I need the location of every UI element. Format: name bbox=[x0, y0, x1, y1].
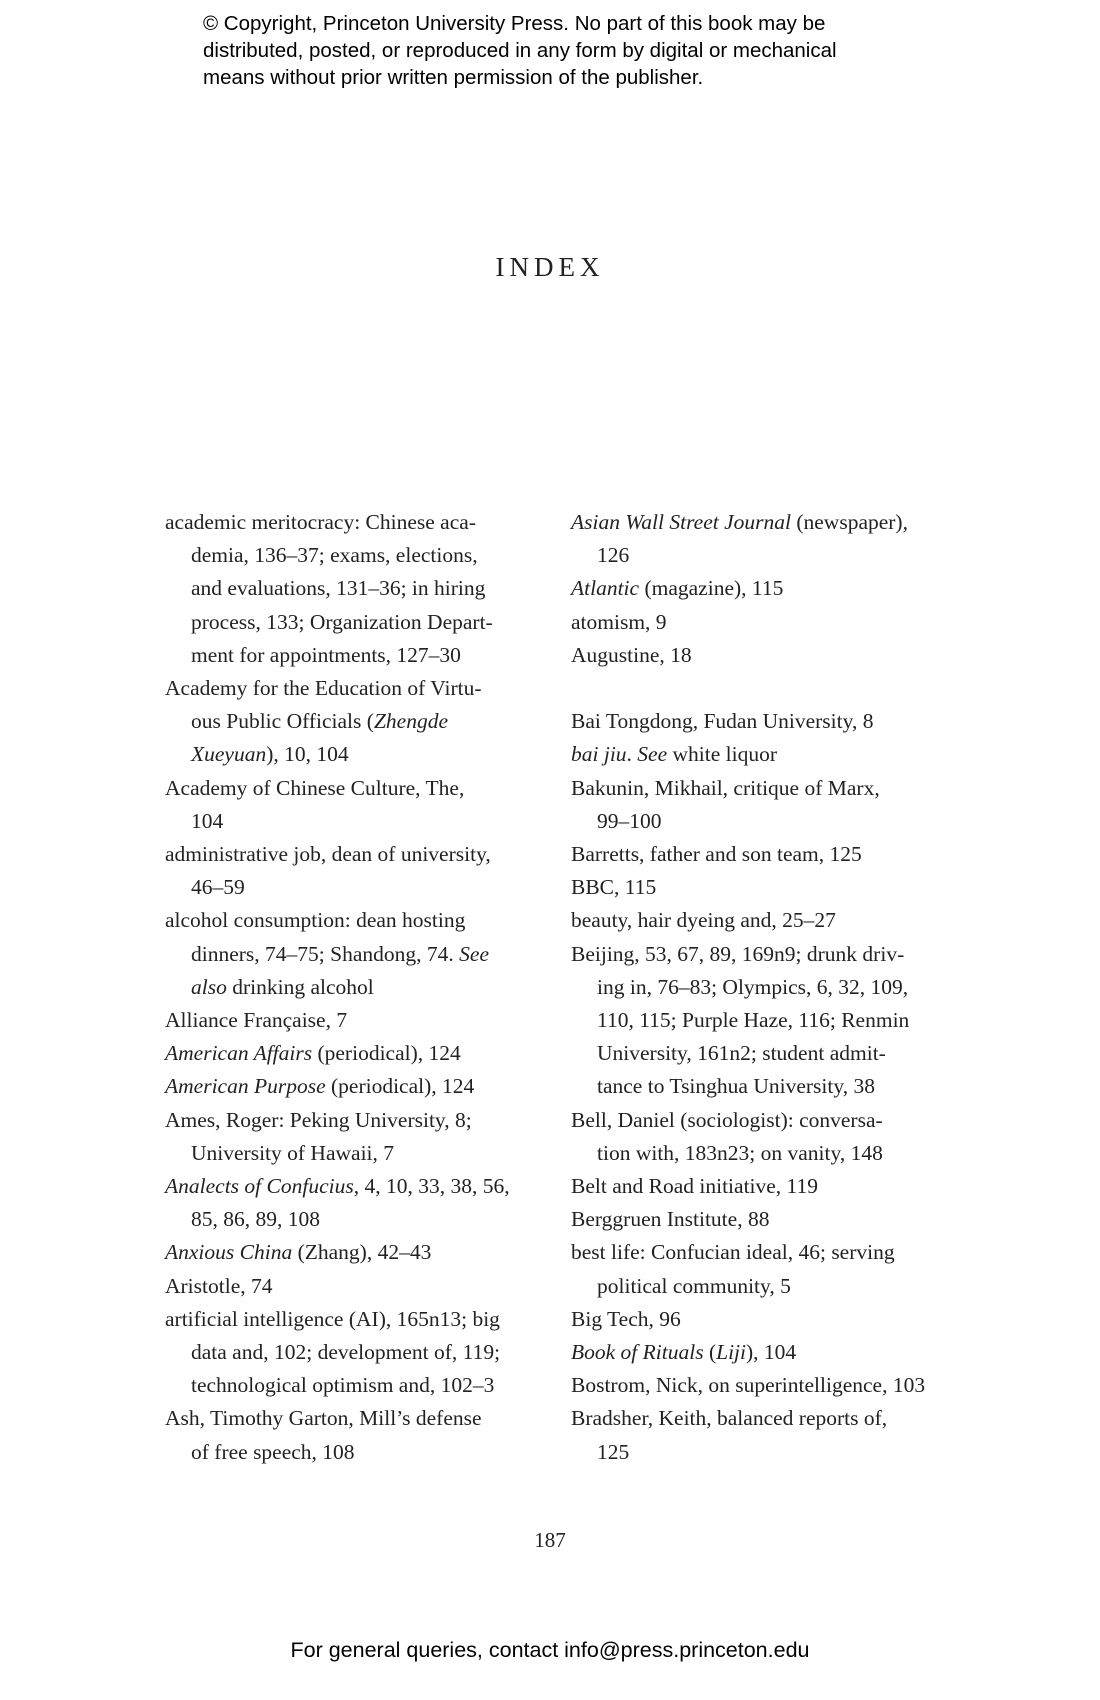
index-entry-line bbox=[571, 1203, 941, 1236]
index-text: demia, 136–37; exams, elections, bbox=[191, 543, 478, 568]
index-text: ment for appointments, 127–30 bbox=[191, 642, 461, 667]
index-entry-line bbox=[571, 738, 941, 771]
index-text: . bbox=[626, 742, 638, 767]
index-entry bbox=[165, 1037, 535, 1070]
index-text: 126 bbox=[597, 543, 630, 568]
index-entry-continuation bbox=[165, 572, 535, 605]
index-entry-continuation bbox=[165, 606, 535, 639]
index-entry-continuation bbox=[571, 1004, 941, 1037]
index-italic-text: Atlantic bbox=[571, 576, 640, 601]
index-italic-text: also bbox=[191, 974, 227, 999]
index-entry-continuation bbox=[165, 539, 535, 572]
index-entry-line bbox=[165, 838, 535, 871]
index-text: best life: Confucian ideal, 46; serving bbox=[571, 1240, 895, 1265]
index-text: Bakunin, Mikhail, critique of Marx, bbox=[571, 775, 880, 800]
index-text: data and, 102; development of, 119; bbox=[191, 1340, 501, 1365]
index-heading: INDEX bbox=[495, 252, 605, 282]
index-entry bbox=[165, 1004, 535, 1037]
index-entry bbox=[571, 1303, 941, 1336]
index-text: 110, 115; Purple Haze, 116; Renmin bbox=[597, 1008, 910, 1033]
index-italic-text: See bbox=[637, 742, 668, 767]
index-entry-line bbox=[571, 1303, 941, 1336]
index-entry-line bbox=[571, 705, 941, 738]
index-text: Barretts, father and son team, 125 bbox=[571, 842, 862, 867]
index-text: ing in, 76–83; Olympics, 6, 32, 109, bbox=[597, 974, 909, 999]
index-entry bbox=[571, 738, 941, 771]
index-italic-text: Xueyuan bbox=[191, 742, 267, 767]
index-entry-line bbox=[571, 938, 941, 971]
index-entry-continuation bbox=[165, 971, 535, 1004]
index-text: (periodical), 124 bbox=[312, 1041, 461, 1066]
index-entry bbox=[571, 1236, 941, 1302]
index-entry-continuation bbox=[571, 1137, 941, 1170]
index-entry-line bbox=[165, 1104, 535, 1137]
index-entry-line bbox=[571, 606, 941, 639]
index-entry bbox=[165, 506, 535, 672]
index-text: ), 10, 104 bbox=[266, 742, 349, 767]
index-text: of free speech, 108 bbox=[191, 1439, 355, 1464]
index-entry-line bbox=[571, 1369, 941, 1402]
index-entry-line bbox=[165, 1037, 535, 1070]
index-entry-line bbox=[571, 1402, 941, 1435]
index-section-break bbox=[571, 672, 941, 705]
index-entry bbox=[571, 1336, 941, 1369]
index-entry-continuation bbox=[165, 705, 535, 738]
index-entry-line bbox=[165, 1070, 535, 1103]
index-entry bbox=[165, 838, 535, 904]
index-entry-line bbox=[165, 1236, 535, 1269]
index-italic-text: Zhengde bbox=[373, 709, 448, 734]
index-entry bbox=[571, 572, 941, 605]
index-entry-line bbox=[165, 672, 535, 705]
index-entry bbox=[165, 1303, 535, 1403]
index-text: 99–100 bbox=[597, 808, 662, 833]
index-text: Bostrom, Nick, on superintelligence, 103 bbox=[571, 1373, 926, 1398]
index-text: (periodical), 124 bbox=[325, 1074, 475, 1099]
index-entry-line bbox=[165, 1402, 535, 1435]
index-text: tance to Tsinghua University, 38 bbox=[597, 1074, 875, 1099]
index-entry-line bbox=[571, 1236, 941, 1269]
index-text: drinking alcohol bbox=[226, 974, 374, 999]
index-italic-text: Liji bbox=[716, 1340, 747, 1365]
index-entry-continuation bbox=[571, 805, 941, 838]
index-entry-line bbox=[165, 904, 535, 937]
index-entry-line bbox=[571, 506, 941, 539]
index-entry-line bbox=[571, 904, 941, 937]
index-entry-continuation bbox=[165, 938, 535, 971]
index-text: administrative job, dean of university, bbox=[165, 842, 491, 867]
index-text: white liquor bbox=[667, 742, 778, 767]
index-entry-continuation bbox=[571, 971, 941, 1004]
index-entry-line bbox=[571, 772, 941, 805]
index-entry-continuation bbox=[571, 1070, 941, 1103]
index-italic-text: See bbox=[459, 941, 489, 966]
index-text: ( bbox=[703, 1340, 717, 1365]
index-entry-line bbox=[571, 639, 941, 672]
index-text: University of Hawaii, 7 bbox=[191, 1140, 395, 1165]
index-text: 85, 86, 89, 108 bbox=[191, 1207, 320, 1232]
copyright-line: means without prior written permission of the publisher. bbox=[203, 66, 704, 89]
index-text: Bell, Daniel (sociologist): conversa- bbox=[571, 1107, 883, 1132]
index-entry bbox=[165, 904, 535, 1004]
index-text: Berggruen Institute, 88 bbox=[571, 1207, 770, 1232]
index-entry bbox=[165, 1070, 535, 1103]
index-entry-continuation bbox=[165, 639, 535, 672]
index-entry-line bbox=[165, 772, 535, 805]
index-entry bbox=[165, 1236, 535, 1269]
page-number: 187 bbox=[534, 1528, 566, 1552]
index-entry-continuation bbox=[165, 1203, 535, 1236]
index-text: Aristotle, 74 bbox=[165, 1273, 273, 1298]
index-entry-line bbox=[165, 1303, 535, 1336]
index-text: Bradsher, Keith, balanced reports of, bbox=[571, 1406, 888, 1431]
index-entry-continuation bbox=[165, 738, 535, 771]
index-entry bbox=[165, 772, 535, 838]
index-entry-line bbox=[165, 506, 535, 539]
index-entry-continuation bbox=[165, 871, 535, 904]
index-text: process, 133; Organization Depart- bbox=[191, 609, 493, 634]
index-entry-continuation bbox=[571, 1436, 941, 1469]
index-entry bbox=[571, 639, 941, 672]
index-text: Big Tech, 96 bbox=[571, 1306, 681, 1331]
index-entry bbox=[165, 1270, 535, 1303]
index-text: Augustine, 18 bbox=[571, 642, 692, 667]
index-entry-continuation bbox=[165, 1137, 535, 1170]
footer-contact: For general queries, contact info@press.princeton.edu bbox=[290, 1638, 810, 1662]
index-entry-continuation bbox=[165, 1369, 535, 1402]
index-text: Beijing, 53, 67, 89, 169n9; drunk driv- bbox=[571, 941, 905, 966]
index-italic-text: American Affairs bbox=[165, 1041, 313, 1066]
index-italic-text: Analects of Confucius bbox=[165, 1174, 354, 1199]
index-entry bbox=[571, 1104, 941, 1170]
index-text: University, 161n2; student admit- bbox=[597, 1041, 886, 1066]
index-text: (Zhang), 42–43 bbox=[292, 1240, 432, 1265]
index-entry bbox=[571, 772, 941, 838]
index-text: (magazine), 115 bbox=[639, 576, 784, 601]
index-text: academic meritocracy: Chinese aca- bbox=[165, 510, 476, 534]
index-text: atomism, 9 bbox=[571, 609, 667, 634]
index-entry-continuation bbox=[165, 805, 535, 838]
index-text: Bai Tongdong, Fudan University, 8 bbox=[571, 709, 874, 734]
copyright-line: distributed, posted, or reproduced in any form by digital or mechanical bbox=[203, 39, 837, 62]
index-entry bbox=[165, 1402, 535, 1468]
index-text: 125 bbox=[597, 1439, 630, 1464]
index-entry bbox=[571, 705, 941, 738]
copyright-line: © Copyright, Princeton University Press. No part of this book may be bbox=[203, 12, 826, 35]
index-entry bbox=[571, 1170, 941, 1203]
index-entry-line bbox=[165, 1170, 535, 1203]
index-text: tion with, 183n23; on vanity, 148 bbox=[597, 1140, 883, 1165]
index-text: beauty, hair dyeing and, 25–27 bbox=[571, 908, 836, 933]
index-text: BBC, 115 bbox=[571, 875, 657, 900]
index-text: Academy for the Education of Virtu- bbox=[165, 676, 482, 701]
index-entry-line bbox=[165, 1270, 535, 1303]
index-text: dinners, 74–75; Shandong, 74. bbox=[191, 941, 460, 966]
index-entry-line bbox=[571, 871, 941, 904]
index-entry-line bbox=[571, 1336, 941, 1369]
index-italic-text: Asian Wall Street Journal bbox=[571, 510, 791, 534]
index-entry bbox=[571, 838, 941, 871]
index-text: Belt and Road initiative, 119 bbox=[571, 1174, 819, 1199]
index-entry bbox=[165, 672, 535, 772]
index-text: Academy of Chinese Culture, The, bbox=[165, 775, 465, 800]
index-text: political community, 5 bbox=[597, 1273, 791, 1298]
index-entry-line bbox=[571, 572, 941, 605]
index-text: , 4, 10, 33, 38, 56, bbox=[353, 1174, 510, 1199]
index-entry bbox=[571, 938, 941, 1104]
index-text: (newspaper), bbox=[790, 510, 908, 534]
index-entry bbox=[571, 506, 941, 572]
index-entry bbox=[165, 1104, 535, 1170]
index-text: technological optimism and, 102–3 bbox=[191, 1373, 495, 1398]
index-entry-line bbox=[571, 1104, 941, 1137]
index-text: 46–59 bbox=[191, 875, 245, 900]
index-text: artificial intelligence (AI), 165n13; big bbox=[165, 1306, 500, 1331]
index-entry bbox=[571, 606, 941, 639]
index-entry bbox=[571, 1203, 941, 1236]
index-text: alcohol consumption: dean hosting bbox=[165, 908, 466, 933]
index-text: Alliance Française, 7 bbox=[165, 1008, 348, 1033]
index-italic-text: Anxious China bbox=[165, 1240, 293, 1265]
index-entry-continuation bbox=[571, 1037, 941, 1070]
index-italic-text: Book of Rituals bbox=[571, 1340, 704, 1365]
index-entry-continuation bbox=[165, 1336, 535, 1369]
index-entry-line bbox=[165, 1004, 535, 1037]
index-text: Ash, Timothy Garton, Mill’s defense bbox=[165, 1406, 482, 1431]
index-text: Ames, Roger: Peking University, 8; bbox=[165, 1107, 472, 1132]
index-column-right bbox=[571, 506, 941, 1469]
index-entry-continuation bbox=[571, 1270, 941, 1303]
index-entry bbox=[165, 1170, 535, 1236]
index-entry bbox=[571, 1402, 941, 1468]
index-text: and evaluations, 131–36; in hiring bbox=[191, 576, 486, 601]
index-entry-continuation bbox=[165, 1436, 535, 1469]
index-italic-text: bai jiu bbox=[571, 742, 627, 767]
index-entry bbox=[571, 871, 941, 904]
index-text: 104 bbox=[191, 808, 224, 833]
index-entry-continuation bbox=[571, 539, 941, 572]
index-text: ), 104 bbox=[746, 1340, 797, 1365]
index-entry-line bbox=[571, 1170, 941, 1203]
index-column-left bbox=[165, 506, 535, 1469]
index-text: ous Public Officials ( bbox=[191, 709, 374, 734]
index-entry bbox=[571, 1369, 941, 1402]
index-italic-text: American Purpose bbox=[165, 1074, 326, 1099]
index-entry bbox=[571, 904, 941, 937]
index-entry-line bbox=[571, 838, 941, 871]
copyright-notice bbox=[203, 10, 903, 91]
